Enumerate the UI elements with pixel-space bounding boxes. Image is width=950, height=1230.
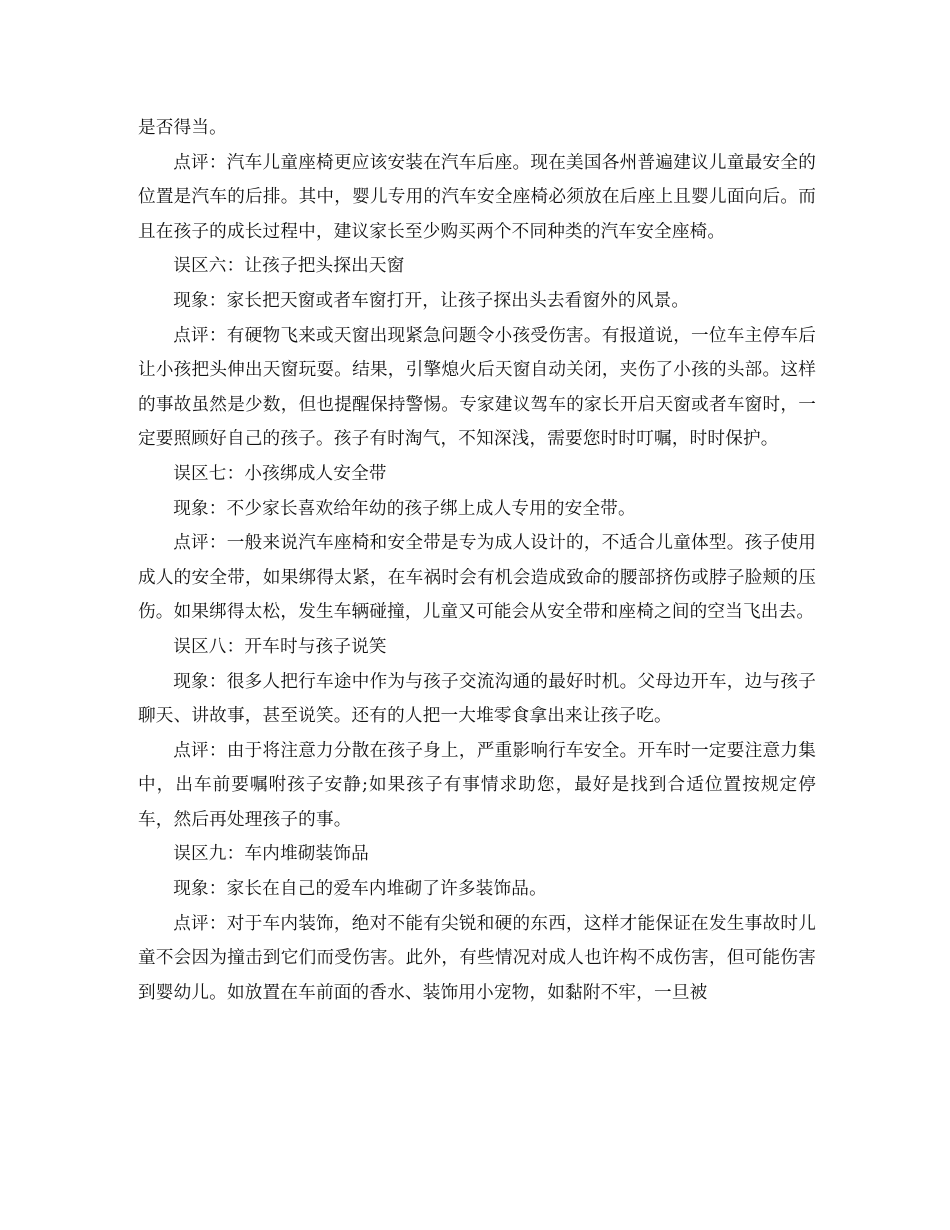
paragraph: 点评：由于将注意力分散在孩子身上，严重影响行车安全。开车时一定要注意力集中，出车前要嘱咐孩子安静;如果孩子有事情求助您，最好是找到合适位置按规定停车，然后再处理孩子的事。 [138, 740, 816, 830]
paragraph: 点评：对于车内装饰，绝对不能有尖锐和硬的东西，这样才能保证在发生事故时儿童不会因为撞击到它们而受伤害。此外，有些情况对成人也许构不成伤害，但可能伤害到婴幼儿。如放置在车前面的香水、装饰用小宠物，如黏附不牢，一旦被 [138, 913, 816, 1003]
section-heading: 误区九：车内堆砌装饰品 [173, 844, 369, 865]
section-heading: 误区六：让孩子把头探出天窗 [173, 256, 405, 277]
paragraph: 点评：有硬物飞来或天窗出现紧急问题令小孩受伤害。有报道说，一位车主停车后让小孩把头伸出天窗玩耍。结果，引擎熄火后天窗自动关闭，夹伤了小孩的头部。这样的事故虽然是少数，但也提醒保持警惕。专家建议驾车的家长开启天窗或者车窗时，一定要照顾好自己的孩子。孩子有时淘气，不知深浅，需要您时时叮嘱，时时保护。 [138, 325, 816, 450]
paragraph: 现象：很多人把行车途中作为与孩子交流沟通的最好时机。父母边开车，边与孩子聊天、讲故事，甚至说笑。还有的人把一大堆零食拿出来让孩子吃。 [138, 671, 816, 727]
section-heading: 误区七：小孩绑成人安全带 [173, 463, 387, 484]
section-heading: 误区八：开车时与孩子说笑 [173, 636, 387, 657]
paragraph: 是否得当。 [138, 118, 227, 138]
paragraph: 现象：家长把天窗或者车窗打开，让孩子探出头去看窗外的风景。 [173, 290, 690, 311]
paragraph: 现象：不少家长喜欢给年幼的孩子绑上成人专用的安全带。 [173, 498, 636, 519]
paragraph: 现象：家长在自己的爱车内堆砌了许多装饰品。 [173, 879, 547, 900]
document-body [138, 111, 816, 1010]
paragraph: 点评：汽车儿童座椅更应该安装在汽车后座。现在美国各州普遍建议儿童最安全的位置是汽车的后排。其中，婴儿专用的汽车安全座椅必须放在后座上且婴儿面向后。而且在孩子的成长过程中，建议家长至少购买两个不同种类的汽车安全座椅。 [138, 152, 816, 242]
paragraph: 点评：一般来说汽车座椅和安全带是专为成人设计的，不适合儿童体型。孩子使用成人的安全带，如果绑得太紧，在车祸时会有机会造成致命的腰部挤伤或脖子脸颊的压伤。如果绑得太松，发生车辆碰撞，儿童又可能会从安全带和座椅之间的空当飞出去。 [138, 533, 816, 623]
